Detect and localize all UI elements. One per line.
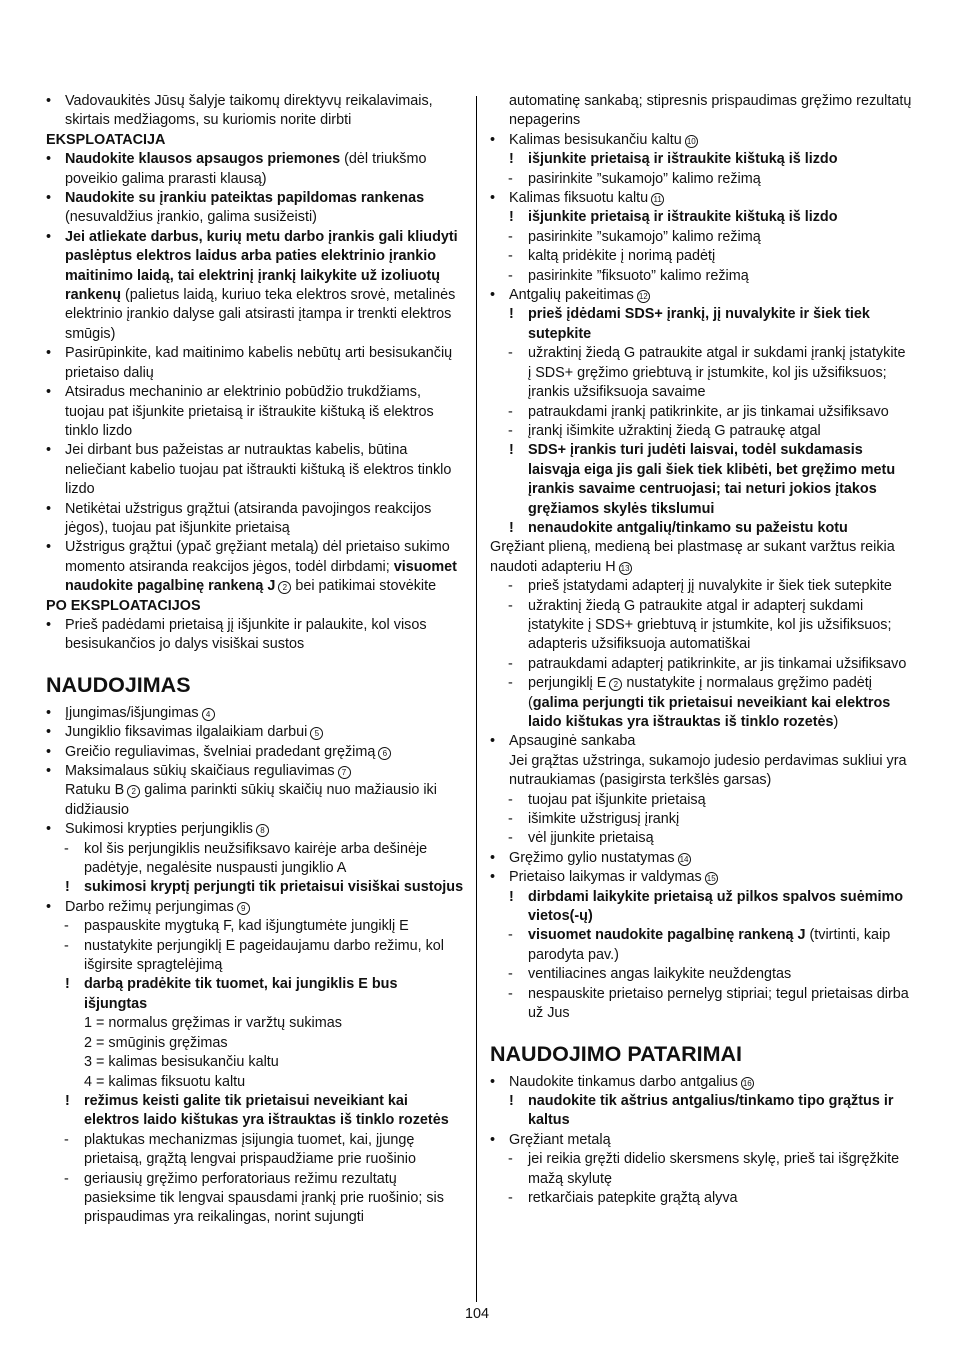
figure-ref-badge: 15 (705, 872, 718, 885)
text-run: Kalimas fiksuotu kaltu (509, 190, 649, 207)
text-run: režimus keisti galite tik prietaisui neveikiant kai elektros laido kištukas yra ištrauktas iš tinklo rozetės (84, 1092, 449, 1129)
figure-ref-badge: 12 (637, 290, 650, 303)
text-run: (tvirtinti, kaip parodyta pav.) (528, 927, 891, 963)
text-run: Kalimas besisukančiu kaltu (509, 131, 682, 148)
dash-item (490, 344, 912, 402)
dash-item (46, 1131, 464, 1170)
text-run: patraukdami įrankį patikrinkite, ar jis tinkamai užsifiksavo (528, 403, 889, 420)
dash-item (490, 674, 912, 732)
bold-text: visuomet naudokite pagalbinę rankeną J (65, 558, 457, 595)
warning-item (490, 888, 912, 927)
text-run: 2 = smūginis gręžimas (84, 1034, 228, 1051)
warning-item (490, 150, 912, 169)
text-run: Vadovaukitės Jūsų šalyje taikomų direktyvų reikalavimais, skirtais medžiagoms, su kuriomis norite dirbti (65, 93, 433, 129)
text-run: patraukdami adapterį patikrinkite, ar jis tinkamai užsifiksavo (528, 655, 907, 672)
dash-item (490, 985, 912, 1024)
text-run: Pasirūpinkite, kad maitinimo kabelis nebūtų arti besisukančių prietaiso dalių (65, 345, 453, 381)
section-title (490, 1042, 912, 1067)
dash-item (490, 170, 912, 189)
text-run: nenaudokite antgalių/tinkamo su pažeistu kotu (528, 519, 848, 536)
bullet-item (46, 383, 464, 441)
text-run: Maksimalaus sūkių skaičiaus reguliavimas (65, 763, 335, 779)
text-run: Greičio reguliavimas, švelniai pradedant gręžimą (65, 743, 376, 760)
figure-ref-badge: 4 (202, 708, 215, 721)
text-run: paspauskite mygtuką F, kad išjungtumėte jungiklį E (84, 918, 409, 935)
text-run: EKSPLOATACIJA (46, 131, 166, 148)
figure-ref-badge: 6 (378, 747, 391, 760)
dash-item (490, 267, 912, 286)
bullet-item (46, 820, 464, 839)
text-run: NAUDOJIMO PATARIMAI (490, 1041, 743, 1066)
figure-ref-badge: 2 (278, 581, 291, 594)
bullet-item (46, 898, 464, 917)
dash-item (490, 829, 912, 848)
text-run: Jei grąžtas užstringa, sukamojo judesio perdavimas sukliui yra nutraukiamas (pasigirsta terkšlės garsas) (509, 752, 907, 789)
bullet-item (46, 228, 464, 344)
text-run: Įjungimas/išjungimas (65, 704, 199, 721)
dash-item (490, 965, 912, 984)
text-run: automatinę sankabą; stipresnis prispaudimas gręžimo rezultatų nepagerins (509, 93, 912, 129)
text-run: pasirinkite ”sukamojo” kalimo režimą (528, 170, 761, 187)
left-column (46, 92, 464, 1228)
warning-item (490, 208, 912, 227)
text-run: SDS+ įrankis turi judėti laisvai, todėl sukdamasis laisvąja eiga jis gali šiek tiek klibėti, bet gręžimo metu įrankis savaime centruojasi; tai neturi jokios įtakos gręžiamos skylės tikslumui (528, 442, 896, 517)
text-run: išimkite užstrigusį įrankį (528, 811, 680, 828)
text-run: darbą pradėkite tik tuomet, kai jungiklis E bus išjungtas (84, 976, 398, 1012)
warning-item (490, 519, 912, 538)
dash-item (490, 926, 912, 965)
bold-text: Jei atliekate darbus, kurių metu darbo įrankis gali kliudyti paslėptus elektros laidus arba paties elektrinio įrankio maitinimo laidą, tai elektrinį įrankį laikykite už izoliuotų rankenų (65, 228, 458, 304)
bullet-item (46, 150, 464, 189)
mode-line (46, 1014, 464, 1033)
text-run: NAUDOJIMAS (46, 672, 191, 697)
figure-ref-badge: 7 (338, 766, 351, 779)
page-number: 104 (464, 1306, 489, 1322)
text-run: Darbo režimų perjungimas (65, 898, 234, 915)
bold-text: galima perjungti tik prietaisui neveikiant kai elektros laido kištukas yra ištrauktas iš tinklo rozetės (528, 694, 891, 730)
figure-ref-badge: 16 (741, 1077, 754, 1090)
text-run: pasirinkite ”sukamojo” kalimo režimą (528, 228, 761, 245)
text-run: Apsauginė sankaba (509, 733, 636, 750)
text-run: Jungiklio fiksavimas ilgalaikiam darbui (65, 724, 308, 741)
text-run: (palietus laidą, kuriuo teka elektros srovė, metalinės elektrinio įrankio dalyse gali atsirasti įtampa ir trenkti elektros smūgis) (65, 287, 456, 342)
figure-ref-badge: 9 (237, 902, 250, 915)
text-run: (nesuvaldžius įrankio, galima susižeisti) (65, 209, 317, 226)
mode-line (46, 1053, 464, 1072)
bullet-item (46, 762, 464, 781)
text-run: naudokite tik aštrius antgalius/tinkamo tipo grąžtus ir kaltus (528, 1092, 894, 1129)
text-run: kol šis perjungiklis neužsifiksavo kairėje arba dešinėje padėtyje, negalėsite nuspausti jungiklio A (84, 840, 428, 877)
dash-item (46, 840, 464, 879)
text-run: perjungiklį E (528, 675, 607, 692)
dash-item (490, 403, 912, 422)
warning-item (490, 1092, 912, 1131)
bold-text: visuomet naudokite pagalbinę rankeną J (528, 927, 806, 944)
text-run: kaltą pridėkite į norimą padėtį (528, 248, 716, 265)
text-run: Atsiradus mechaninio ar elektrinio pobūdžio trukdžiams, tuojau pat išjunkite prietaisą ir ištraukite kištuką iš elektros tinklo lizdo (65, 384, 434, 439)
text-run: Prietaiso laikymas ir valdymas (509, 869, 702, 886)
dash-item (46, 917, 464, 936)
figure-ref-badge: 14 (678, 853, 691, 866)
bullet-item (46, 616, 464, 655)
text-run: 1 = normalus gręžimas ir varžtų sukimas (84, 1015, 342, 1032)
dash-item (46, 937, 464, 976)
dash-item (490, 228, 912, 247)
text-run: vėl įjunkite prietaisą (528, 830, 654, 847)
bullet-item (490, 1131, 912, 1150)
text-run: (dėl triukšmo poveikio galima prarasti klausą) (65, 151, 427, 187)
dash-item (490, 247, 912, 266)
text-run: sukimosi kryptį perjungti tik prietaisui visiškai sustojus (84, 879, 464, 896)
bullet-item (46, 441, 464, 499)
dash-item (490, 791, 912, 810)
text-run: Netikėtai užstrigus grąžtui (atsiranda pavojingos reakcijos jėgos), tuojau pat išjunkite prietaisą (65, 500, 432, 536)
bullet-item (490, 286, 912, 305)
dash-item (490, 1189, 912, 1208)
bullet-item (46, 92, 464, 131)
text-run: prieš įstatydami adapterį jį nuvalykite ir šiek tiek sutepkite (528, 578, 892, 595)
dash-item (490, 810, 912, 829)
text-run: 3 = kalimas besisukančiu kaltu (84, 1054, 279, 1071)
section-title (46, 673, 464, 698)
dash-item (490, 577, 912, 596)
bullet-item (490, 189, 912, 208)
indented-text (490, 752, 912, 791)
bullet-item (46, 500, 464, 539)
text-run: Gręžimo gylio nustatymas (509, 849, 675, 866)
warning-item (490, 441, 912, 519)
text-run: jei reikia gręžti didelio skersmens skylę, prieš tai išgręžkite mažą skylutę (528, 1151, 900, 1187)
bullet-item (46, 538, 464, 596)
text-run: ) (833, 714, 839, 730)
bullet-item (46, 704, 464, 723)
text-run: ventiliacines angas laikykite neuždengtas (528, 966, 792, 983)
text-run: galima parinkti sūkių skaičių nuo mažiausio iki didžiausio (65, 782, 437, 818)
dash-item (490, 422, 912, 441)
figure-ref-badge: 13 (619, 562, 632, 575)
text-run: Jei dirbant bus pažeistas ar nutrauktas kabelis, būtina neliečiant kabelio tuojau pat ištraukti kištuką iš elektros tinklo lizdo (65, 442, 452, 498)
bullet-item (490, 849, 912, 868)
dash-item (490, 597, 912, 655)
column-divider (476, 96, 477, 1302)
text-run: Gręžiant metalą (509, 1131, 611, 1148)
text-run: įrankį išimkite užraktinį žiedą G patraukę atgal (528, 422, 821, 439)
section-heading (46, 597, 464, 616)
indented-text (46, 781, 464, 820)
figure-ref-badge: 11 (651, 193, 664, 206)
warning-item (490, 305, 912, 344)
figure-ref-badge: 5 (310, 727, 323, 740)
text-run: prieš įdėdami SDS+ įrankį, jį nuvalykite ir šiek tiek sutepkite (528, 306, 870, 342)
text-run: Prieš padėdami prietaisą jį išjunkite ir palaukite, kol visos besisukančios jo dalys visiškai sustos (65, 616, 427, 653)
text-run: Naudokite tinkamus darbo antgalius (509, 1073, 738, 1090)
text-run: plaktukas mechanizmas įsijungia tuomet, kai, įjungę prietaisą, grąžtą lengvai prispaudžiame prie ruošinio (84, 1131, 416, 1168)
mode-line (46, 1034, 464, 1053)
text-run: pasirinkite ”fiksuoto” kalimo režimą (528, 267, 749, 284)
bullet-item (490, 1073, 912, 1092)
text-run: užraktinį žiedą G patraukite atgal ir sukdami įrankį įstatykite į SDS+ gręžimo griebtuvą ir įstumkite, kol jis užsifiksuos; įrankis užsifiksuoja savaime (528, 345, 906, 401)
bullet-item (46, 723, 464, 742)
figure-ref-badge: 2 (127, 785, 140, 798)
text-run: PO EKSPLOATACIJOS (46, 597, 201, 614)
text-run: geriausių gręžimo perforatoriaus režimu rezultatų pasieksime tik lengvai spausdami įrankį prie ruošinio; sis prispaudimas yra reikalingas, norint sujungti (84, 1170, 444, 1226)
bullet-item (46, 344, 464, 383)
bullet-item (490, 868, 912, 887)
text-run: Ratuku B (65, 782, 125, 799)
warning-item (46, 975, 464, 1014)
text-run: retkarčiais patepkite grąžtą alyva (528, 1189, 738, 1206)
bold-text: Naudokite klausos apsaugos priemones (65, 151, 341, 168)
warning-item (46, 878, 464, 897)
text-run: tuojau pat išjunkite prietaisą (528, 791, 706, 808)
text-run: nustatykite į normalaus gręžimo padėtį ( (528, 675, 872, 711)
dash-item (490, 1150, 912, 1189)
figure-ref-badge: 10 (685, 135, 698, 148)
text-run: Antgalių pakeitimas (509, 287, 634, 304)
section-heading (46, 131, 464, 150)
text-run: 4 = kalimas fiksuotu kaltu (84, 1073, 246, 1090)
bullet-item (46, 743, 464, 762)
indented-text (490, 92, 912, 131)
bullet-item (46, 189, 464, 228)
text-run: Sukimosi krypties perjungiklis (65, 821, 253, 838)
text-run: išjunkite prietaisą ir ištraukite kištuką iš lizdo (528, 151, 838, 168)
dash-item (46, 1170, 464, 1228)
bullet-item (490, 131, 912, 150)
figure-ref-badge: 2 (609, 678, 622, 691)
text-run: Užstrigus grąžtui (ypač gręžiant metalą) dėl prietaiso sukimo momento atsiranda reakcijos jėgos, todėl dirbdami; (65, 539, 450, 575)
right-column (490, 92, 912, 1208)
text-run: bei patikimai stovėkite (291, 578, 437, 595)
bold-text: Naudokite su įrankiu pateiktas papildomas rankenas (65, 190, 425, 207)
text-run: nespauskite prietaiso pernelyg stipriai; tegul prietaisas dirba už Jus (528, 985, 909, 1022)
text-run: Gręžiant plieną, medieną bei plastmasę ar sukant varžtus reikia naudoti adapteriu H (490, 539, 895, 575)
figure-ref-badge: 8 (256, 824, 269, 837)
text-run: išjunkite prietaisą ir ištraukite kištuką iš lizdo (528, 209, 838, 226)
mode-line (46, 1073, 464, 1092)
paragraph (490, 538, 912, 577)
bullet-item (490, 732, 912, 751)
dash-item (490, 655, 912, 674)
text-run: dirbdami laikykite prietaisą už pilkos spalvos suėmimo vietos(-ų) (528, 888, 904, 925)
text-run: užraktinį žiedą G patraukite atgal ir adapterį sukdami įstatykite į SDS+ griebtuvą ir įstumkite, kol jis užsifiksuos; adapteris užsifiksuoja automatiškai (528, 597, 892, 653)
text-run: nustatykite perjungiklį E pageidaujamu darbo režimu, kol išgirsite spragtelėjimą (84, 937, 444, 974)
warning-item (46, 1092, 464, 1131)
